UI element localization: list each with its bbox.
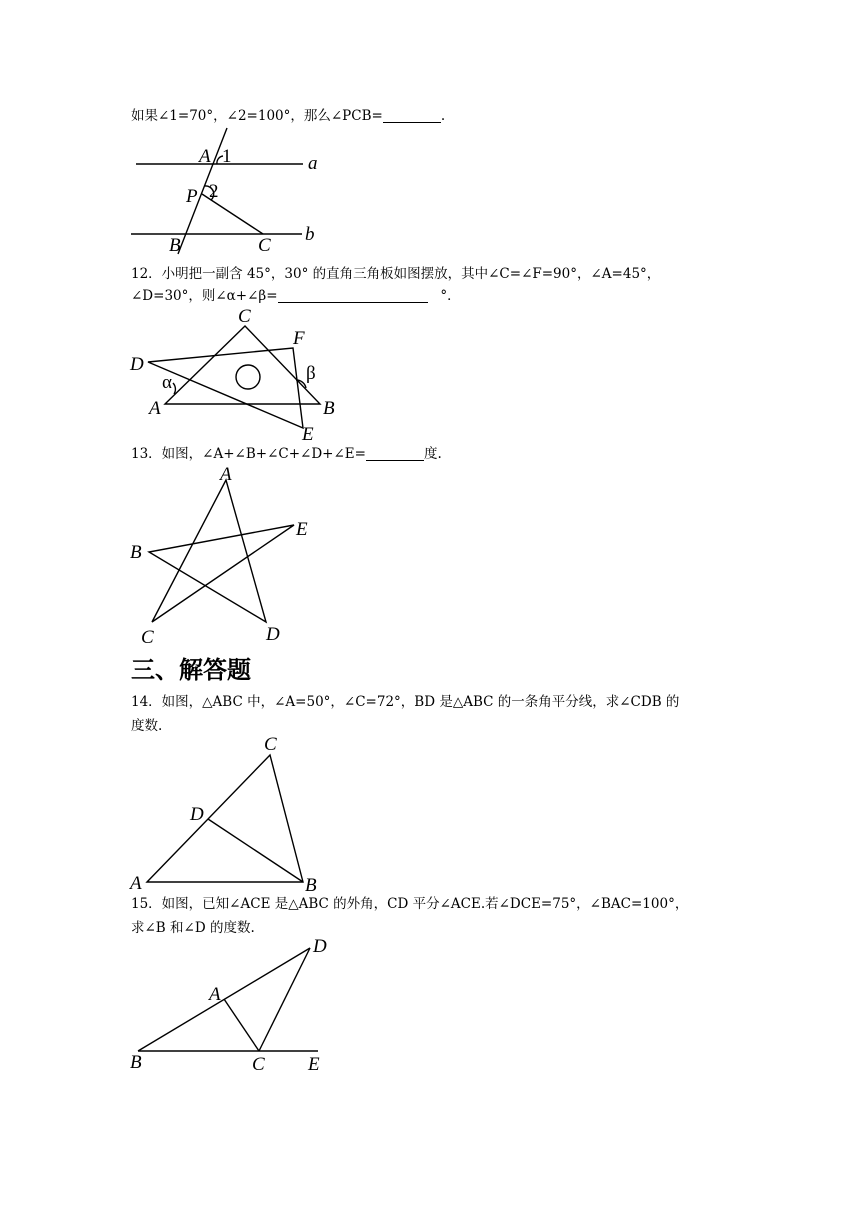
label-e: E [308,1054,320,1075]
q11-text-after: . [440,108,446,124]
q13-text-after: 度. [423,446,442,462]
label-beta: β [306,363,316,384]
label-a: A [209,984,221,1005]
angle-alpha-arc [173,383,175,394]
q14-text-line2: 度数. [131,718,163,734]
label-b: B [323,398,335,419]
q11-text-before: 如果∠1=70°，∠2=100°，那么∠PCB= [131,108,383,124]
label-a-point: A [199,146,211,167]
label-b-point: B [169,235,181,256]
q12-text-line2-before: ∠D=30°，则∠α+∠β= [131,288,278,304]
q12-text-line2-after: °． [440,288,461,304]
label-f: F [293,328,305,349]
q15-text-line2: 求∠B 和∠D 的度数. [131,920,255,936]
label-b: B [130,542,142,563]
triangle-abc [147,755,303,882]
label-c-point: C [258,235,271,256]
label-a: A [149,398,161,419]
q12-figure [0,304,360,444]
label-c: C [238,306,251,327]
label-line-a: a [308,153,318,174]
q14-figure [0,730,340,895]
label-alpha: α [162,372,172,393]
label-d: D [313,936,327,957]
q12-text-line1: 12．小明把一副含 45°，30° 的直角三角板如图摆放，其中∠C=∠F=90°，∠A=45°， [131,266,661,282]
label-e: E [296,519,308,540]
q15-text-line1: 15．如图，已知∠ACE 是△ABC 的外角，CD 平分∠ACE.若∠DCE=75°，∠BAC=100°， [131,896,689,912]
label-a: A [130,873,142,894]
circle-mark [236,365,260,389]
q13-answer-blank [366,446,424,461]
label-b: B [130,1052,142,1073]
label-c: C [252,1054,265,1075]
label-d: D [130,354,144,375]
label-c: C [141,627,154,648]
q11-answer-blank [383,108,441,123]
label-angle-1: 1 [222,146,232,167]
label-e: E [302,424,314,445]
q14-text-line1: 14．如图，△ABC 中，∠A=50°，∠C=72°，BD 是△ABC 的一条角平分线，求∠CDB 的 [131,694,680,710]
segment-ac [224,999,259,1051]
section-heading: 三、解答题 [131,656,251,684]
q11-figure [0,120,340,260]
q12-text-line2 [131,286,461,306]
label-b: B [305,875,317,896]
label-angle-2: 2 [209,181,219,202]
q12-answer-blank [278,288,428,303]
q13-text-before: 13．如图，∠A+∠B+∠C+∠D+∠E= [131,446,366,462]
label-d: D [266,624,280,645]
label-c: C [264,734,277,755]
q13-figure [0,460,340,650]
star-polygon [149,480,294,622]
label-line-b: b [305,224,315,245]
q15-figure [0,934,340,1079]
label-a: A [220,464,232,485]
label-p: P [186,186,198,207]
label-d: D [190,804,204,825]
